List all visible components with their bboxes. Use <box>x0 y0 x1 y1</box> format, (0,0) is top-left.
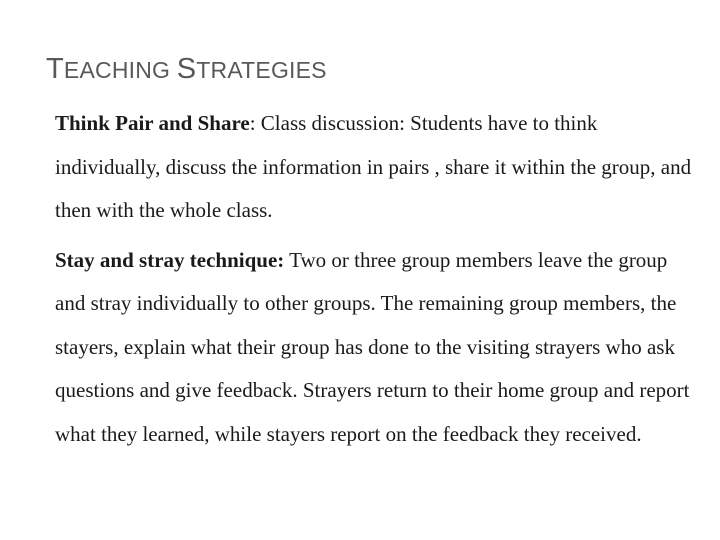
paragraph-think-pair-share <box>55 102 695 233</box>
slide-body <box>55 102 695 456</box>
slide-title <box>46 55 327 84</box>
title-word-teaching-rest: EACHING <box>63 57 177 83</box>
title-initial-t: T <box>46 53 64 85</box>
title-initial-s: S <box>176 53 197 85</box>
strategy-label-stay-and-stray: Stay and stray technique: <box>55 247 285 272</box>
strategy-description-think-pair-share: : Class discussion: Students have to think individually, discuss the information in pairs , share it within the group, and then with the whole class. <box>55 111 692 222</box>
paragraph-stay-and-stray <box>55 239 695 457</box>
title-word-strategies-rest: TRATEGIES <box>196 57 327 83</box>
strategy-description-stay-and-stray: Two or three group members leave the group and stray individually to other groups. The remaining group members, the stayers, explain what their group has done to the visiting strayers who ask questions and give feedback. Strayers return to their home group and report what they learned, while stayers report on the feedback they received. <box>55 247 690 446</box>
strategy-label-think-pair-share: Think Pair and Share <box>55 111 250 135</box>
